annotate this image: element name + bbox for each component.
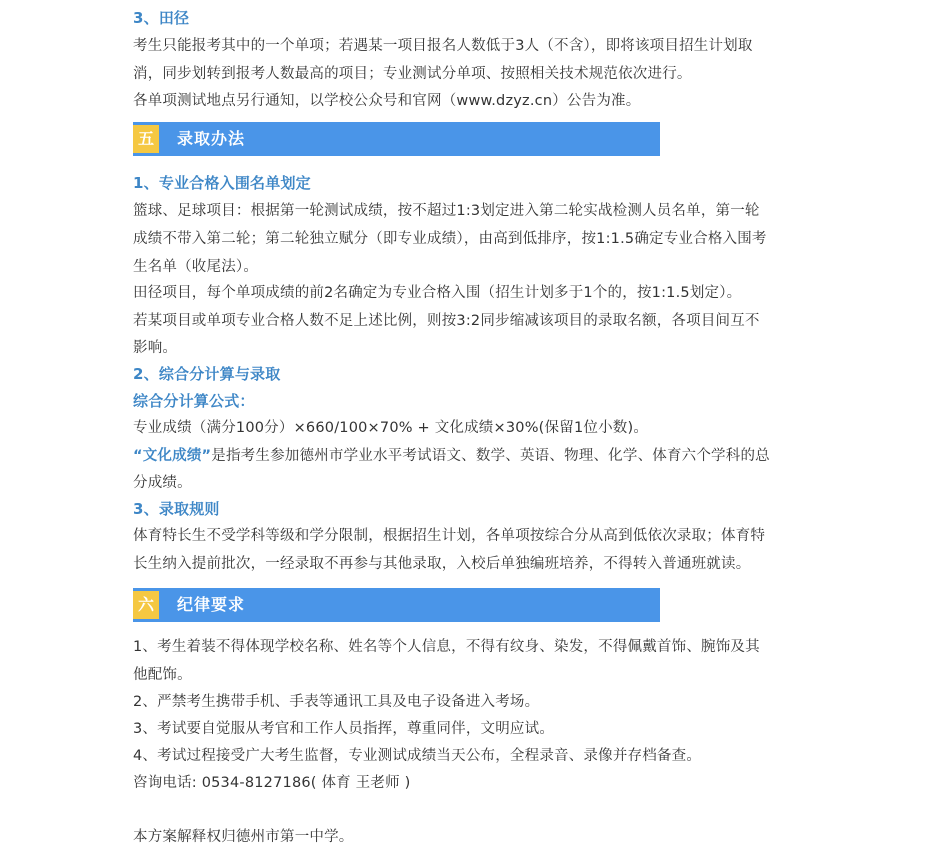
paragraph-line: 长生纳入提前批次，一经录取不再参与其他录取，入校后单独编班培养，不得转入普通班就读。 [133, 556, 751, 572]
footer-note: 本方案解释权归德州市第一中学。 [133, 829, 354, 845]
paragraph-line: 生名单（收尾法）。 [133, 259, 259, 275]
paragraph-line: 考生只能报考其中的一个单项；若遇某一项目报名人数低于3人（不含），即将该项目招生计划取 [133, 38, 753, 54]
paragraph-line [133, 443, 770, 469]
section-banner-discipline [133, 588, 660, 622]
section-heading-track: 3、田径 [133, 9, 190, 27]
paragraph-line: 各单项测试地点另行通知，以学校公众号和官网（www.dzyz.cn）公告为准。 [133, 93, 641, 109]
paragraph-line: 篮球、足球项目：根据第一轮测试成绩，按不超过1:3划定进入第二轮实战检测人员名单，第一轮 [133, 203, 760, 219]
section-banner-title: 纪律要求 [177, 595, 246, 614]
paragraph-line: 影响。 [133, 340, 178, 356]
rule-item: 4、考试过程接受广大考生监督，专业测试成绩当天公布，全程录音、录像并存档备查。 [133, 748, 702, 764]
paragraph-line: 体育特长生不受学科等级和学分限制，根据招生计划，各单项按综合分从高到低依次录取；体育特 [133, 528, 766, 544]
subsection-heading: 3、录取规则 [133, 500, 220, 518]
contact-phone: 咨询电话: 0534-8127186( 体育 王老师 ) [133, 775, 411, 791]
rule-item: 2、严禁考生携带手机、手表等通讯工具及电子设备进入考场。 [133, 694, 540, 710]
paragraph-line: 成绩不带入第二轮；第二轮独立赋分（即专业成绩），由高到低排序，按1:1.5确定专业合格入围考 [133, 231, 767, 247]
section-number-badge: 六 [133, 591, 159, 619]
keyword-highlight: “文化成绩” [133, 448, 212, 464]
paragraph-text: 是指考生参加德州市学业水平考试语文、数学、英语、物理、化学、体育六个学科的总 [211, 448, 770, 464]
paragraph-line: 田径项目，每个单项成绩的前2名确定为专业合格入围（招生计划多于1个的，按1:1.5划定）。 [133, 285, 742, 301]
rule-item: 他配饰。 [133, 667, 192, 683]
rule-item: 3、考试要自觉服从考官和工作人员指挥，尊重同伴，文明应试。 [133, 721, 555, 737]
section-number-badge: 五 [133, 125, 159, 153]
section-banner-title: 录取办法 [177, 129, 246, 148]
paragraph-line: 若某项目或单项专业合格人数不足上述比例，则按3:2同步缩减该项目的录取名额，各项目间互不 [133, 313, 760, 329]
formula-label: 综合分计算公式： [133, 392, 255, 410]
paragraph-line: 消，同步划转到报考人数最高的项目；专业测试分单项、按照相关技术规范依次进行。 [133, 66, 692, 82]
formula-text: 专业成绩（满分100分）×660/100×70% + 文化成绩×30%(保留1位小数)。 [133, 420, 649, 436]
rule-item: 1、考生着装不得体现学校名称、姓名等个人信息，不得有纹身、染发，不得佩戴首饰、腕饰及其 [133, 639, 760, 655]
subsection-heading: 2、综合分计算与录取 [133, 365, 281, 383]
subsection-heading: 1、专业合格入围名单划定 [133, 174, 311, 192]
section-banner-admission [133, 122, 660, 156]
paragraph-line: 分成绩。 [133, 475, 192, 491]
